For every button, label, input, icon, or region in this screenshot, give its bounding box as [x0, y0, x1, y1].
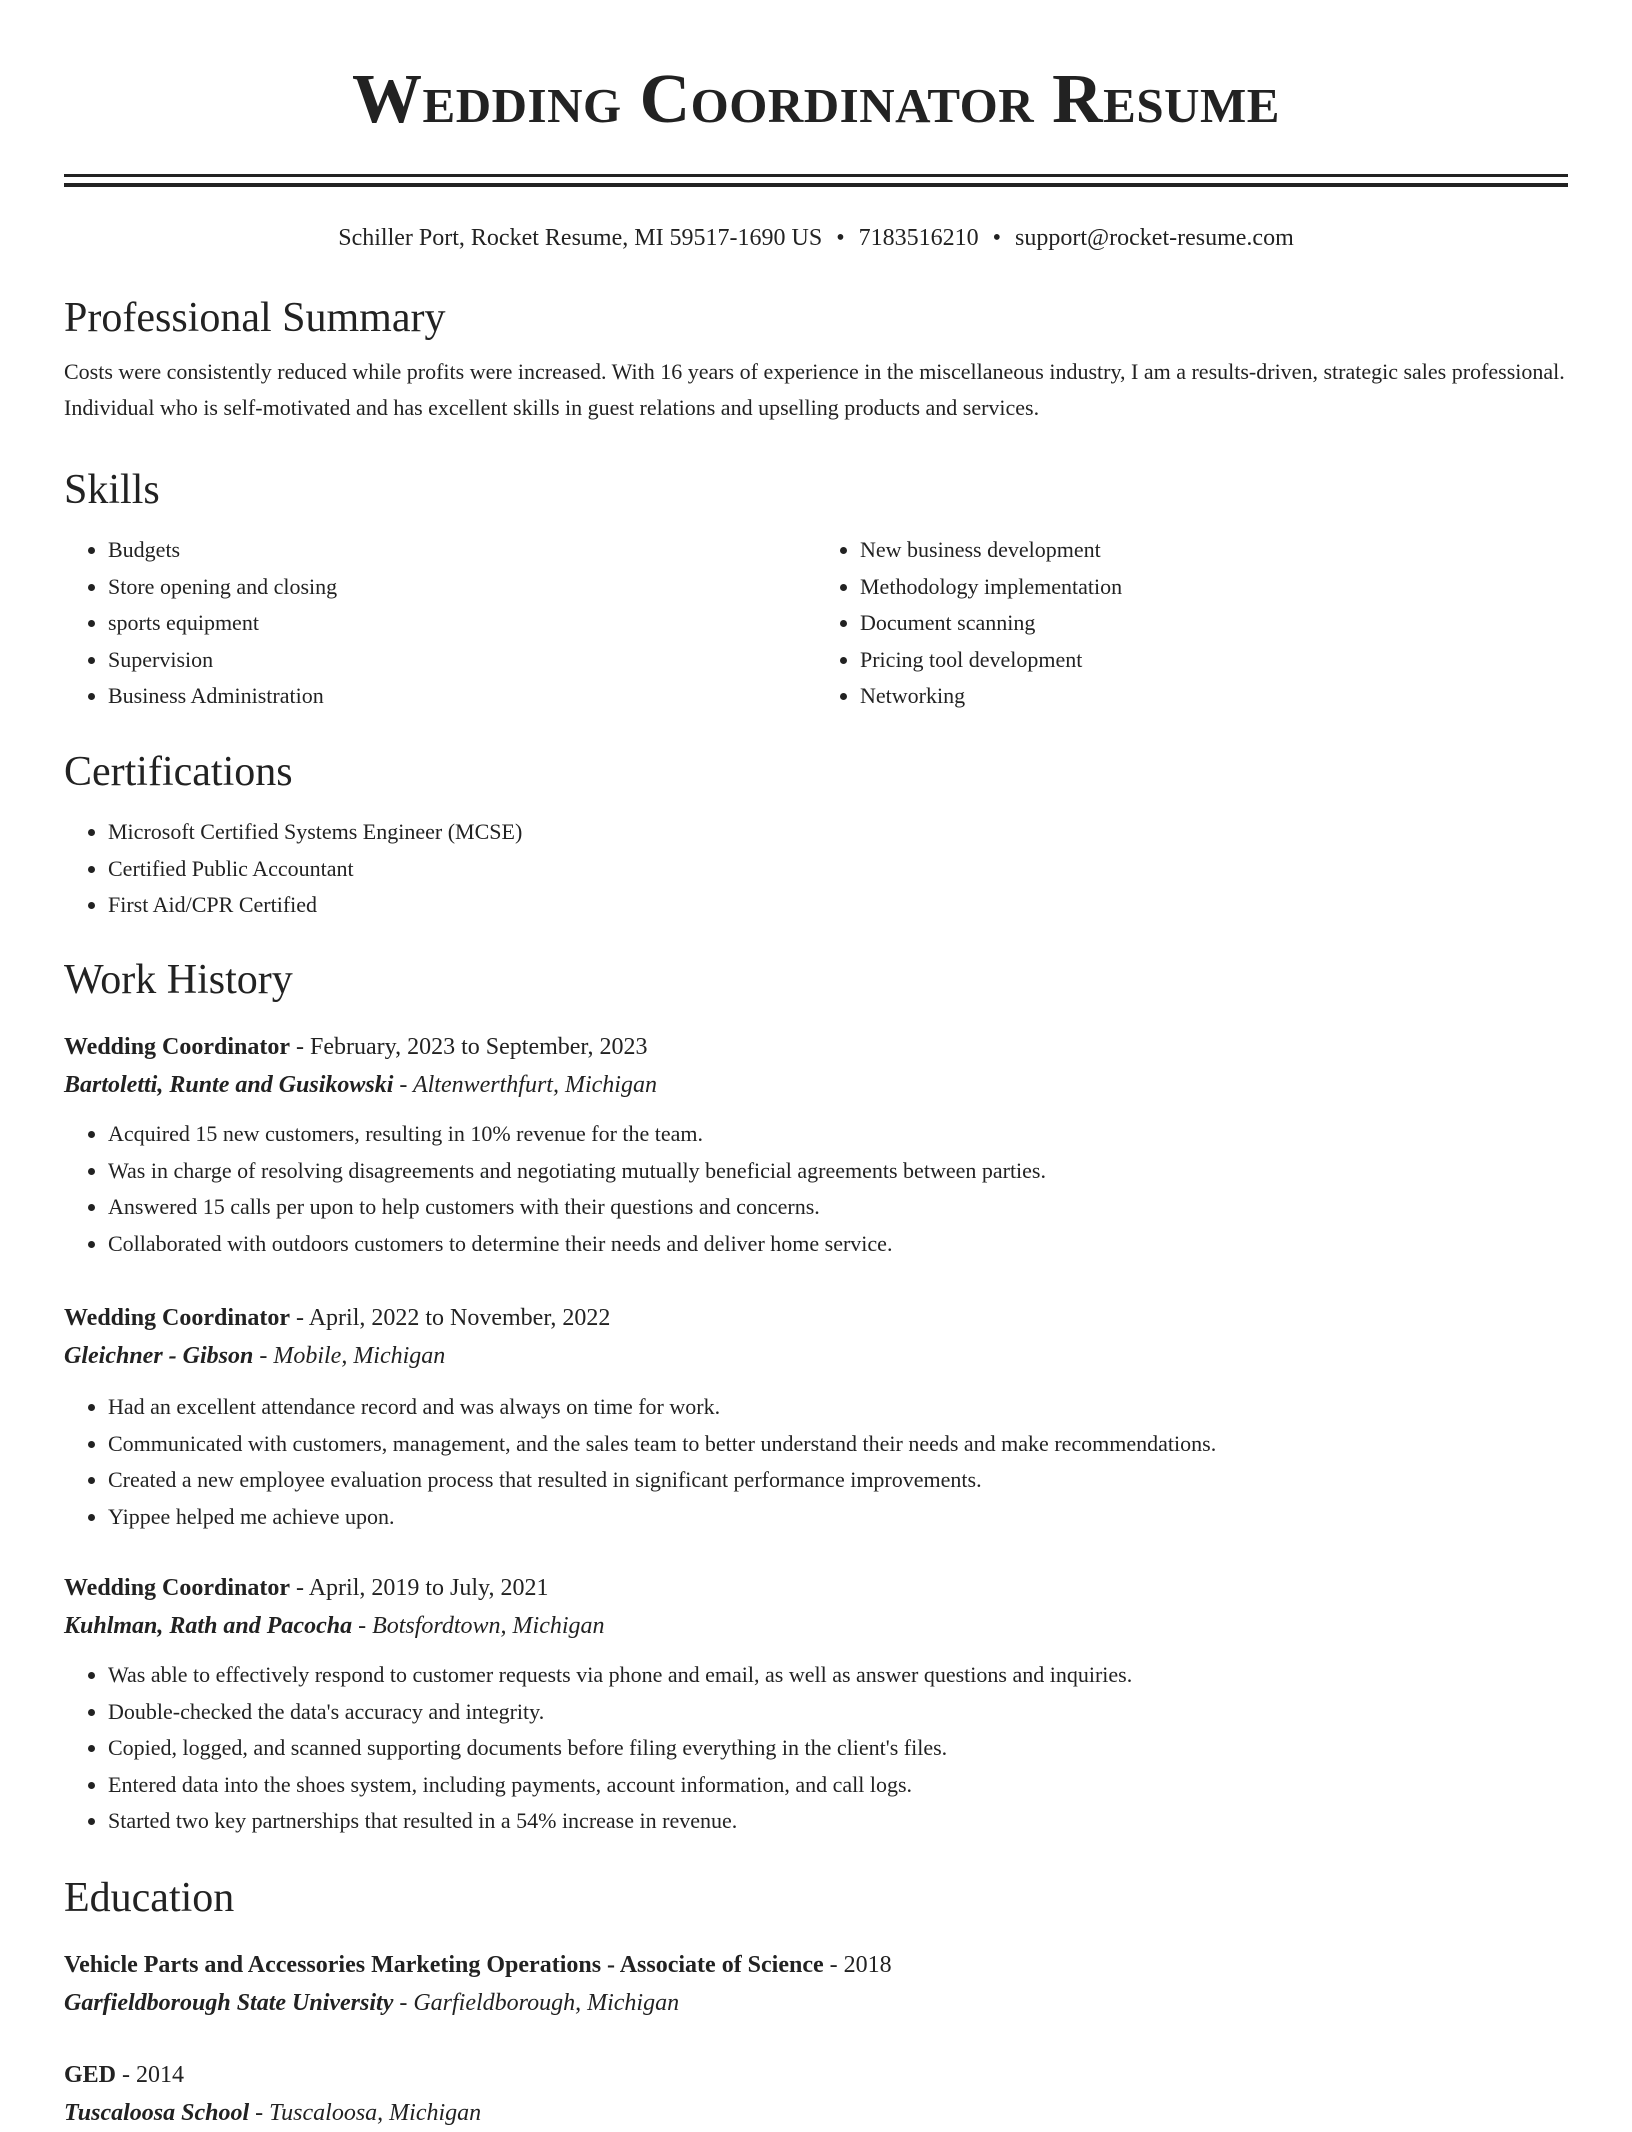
certification-item: • First Aid/CPR Certified — [108, 887, 1568, 924]
job-company-line — [64, 1066, 1568, 1104]
work-history-heading-wrap — [64, 954, 1568, 1006]
job-company: Bartoletti, Runte and Gusikowski — [64, 1072, 394, 1098]
job-company: Gleichner - Gibson — [64, 1343, 254, 1369]
job-header — [64, 1028, 1568, 1066]
job-bullets — [64, 1389, 1568, 1535]
contact-address: Schiller Port, Rocket Resume, MI 59517-1690 US — [338, 225, 823, 251]
job-location: - Botsfordtown, Michigan — [352, 1613, 605, 1639]
job-bullet: • Was in charge of resolving disagreements and negotiating mutually beneficial agreements between parties. — [108, 1153, 1568, 1190]
job-bullet: • Collaborated with outdoors customers to determine their needs and deliver home service. — [108, 1226, 1568, 1263]
job-bullet: • Yippee helped me achieve upon. — [108, 1499, 1568, 1536]
job-dates: - February, 2023 to September, 2023 — [290, 1034, 648, 1060]
summary-section — [64, 292, 1568, 426]
certifications-list — [64, 814, 1568, 924]
job-bullet: • Copied, logged, and scanned supporting documents before filing everything in the client's files. — [108, 1730, 1568, 1767]
job-company-line — [64, 1337, 1568, 1375]
skills-section — [64, 464, 1568, 715]
certification-item: • Microsoft Certified Systems Engineer (MCSE) — [108, 814, 1568, 851]
job-entry — [64, 1569, 1568, 1840]
job-bullet: • Was able to effectively respond to customer requests via phone and email, as well as answer questions and inquiries. — [108, 1657, 1568, 1694]
education-degree: Vehicle Parts and Accessories Marketing Operations - Associate of Science — [64, 1952, 824, 1978]
education-header — [64, 2056, 1568, 2094]
certification-item: • Certified Public Accountant — [108, 851, 1568, 888]
education-school-line — [64, 1984, 1568, 2022]
education-heading-wrap — [64, 1872, 1568, 1924]
skill-item: • sports equipment — [108, 605, 816, 642]
job-entry — [64, 1299, 1568, 1535]
education-year: - 2018 — [823, 1952, 892, 1978]
job-bullet: • Entered data into the shoes system, including payments, account information, and call logs. — [108, 1767, 1568, 1804]
contact-line — [64, 223, 1568, 253]
skill-item: • Business Administration — [108, 678, 816, 715]
job-bullets — [64, 1657, 1568, 1840]
skill-item: • Supervision — [108, 642, 816, 679]
skill-item: • Pricing tool development — [860, 642, 1568, 679]
job-bullet: • Started two key partnerships that resulted in a 54% increase in revenue. — [108, 1803, 1568, 1840]
skill-item: • Budgets — [108, 532, 816, 569]
education-location: - Tuscaloosa, Michigan — [249, 2100, 482, 2126]
job-entry — [64, 1028, 1568, 1262]
certifications-heading: Certifications — [64, 749, 293, 795]
separator-dot: • — [992, 225, 1002, 251]
job-company: Kuhlman, Rath and Pacocha — [64, 1613, 353, 1639]
summary-heading: Professional Summary — [64, 295, 446, 341]
summary-text: Costs were consistently reduced while profits were increased. With 16 years of experience in the miscellaneous industry, I am a results-driven, strategic sales professional. Individual who is self-motivated and has excellent skills in guest relations and upselling products and services. — [64, 359, 1565, 420]
resume-title: Wedding Coordinator Resume — [352, 61, 1280, 138]
job-title: Wedding Coordinator — [64, 1575, 291, 1601]
job-bullet: • Had an excellent attendance record and was always on time for work. — [108, 1389, 1568, 1426]
education-school: Garfieldborough State University — [64, 1990, 394, 2016]
job-title: Wedding Coordinator — [64, 1305, 291, 1331]
skill-item: • Store opening and closing — [108, 569, 816, 606]
job-bullet: • Acquired 15 new customers, resulting in 10% revenue for the team. — [108, 1116, 1568, 1153]
skill-item: • Networking — [860, 678, 1568, 715]
job-dates: - April, 2022 to November, 2022 — [290, 1305, 611, 1331]
education-entry — [64, 1946, 1568, 2022]
job-bullet: • Double-checked the data's accuracy and integrity. — [108, 1694, 1568, 1731]
job-bullet: • Communicated with customers, management, and the sales team to better understand their needs and make recommendations. — [108, 1426, 1568, 1463]
title-divider — [64, 174, 1568, 187]
skills-list-left — [64, 532, 816, 715]
job-dates: - April, 2019 to July, 2021 — [290, 1575, 549, 1601]
education-year: - 2014 — [116, 2062, 185, 2088]
contact-email: support@rocket-resume.com — [1015, 225, 1294, 251]
contact-phone: 7183516210 — [858, 225, 979, 251]
job-location: - Altenwerthfurt, Michigan — [393, 1072, 657, 1098]
education-entry — [64, 2056, 1568, 2132]
separator-dot: • — [836, 225, 845, 251]
job-bullet: • Answered 15 calls per upon to help customers with their questions and concerns. — [108, 1189, 1568, 1226]
skills-heading: Skills — [64, 467, 160, 513]
skill-item: • Document scanning — [860, 605, 1568, 642]
job-bullets — [64, 1116, 1568, 1262]
education-header — [64, 1946, 1568, 1984]
education-school: Tuscaloosa School — [64, 2100, 250, 2126]
education-degree: GED — [64, 2062, 117, 2088]
skill-item: • New business development — [860, 532, 1568, 569]
skills-list-right — [816, 532, 1568, 715]
work-history-heading: Work History — [64, 957, 293, 1003]
certifications-section — [64, 746, 1568, 924]
job-company-line — [64, 1607, 1568, 1645]
skills-columns — [64, 532, 1568, 715]
job-header — [64, 1569, 1568, 1607]
education-school-line — [64, 2094, 1568, 2132]
education-heading: Education — [64, 1875, 235, 1921]
job-bullet: • Created a new employee evaluation process that resulted in significant performance improvements. — [108, 1462, 1568, 1499]
job-header — [64, 1299, 1568, 1337]
job-title: Wedding Coordinator — [64, 1034, 291, 1060]
education-location: - Garfieldborough, Michigan — [393, 1990, 680, 2016]
skill-item: • Methodology implementation — [860, 569, 1568, 606]
job-location: - Mobile, Michigan — [253, 1343, 446, 1369]
